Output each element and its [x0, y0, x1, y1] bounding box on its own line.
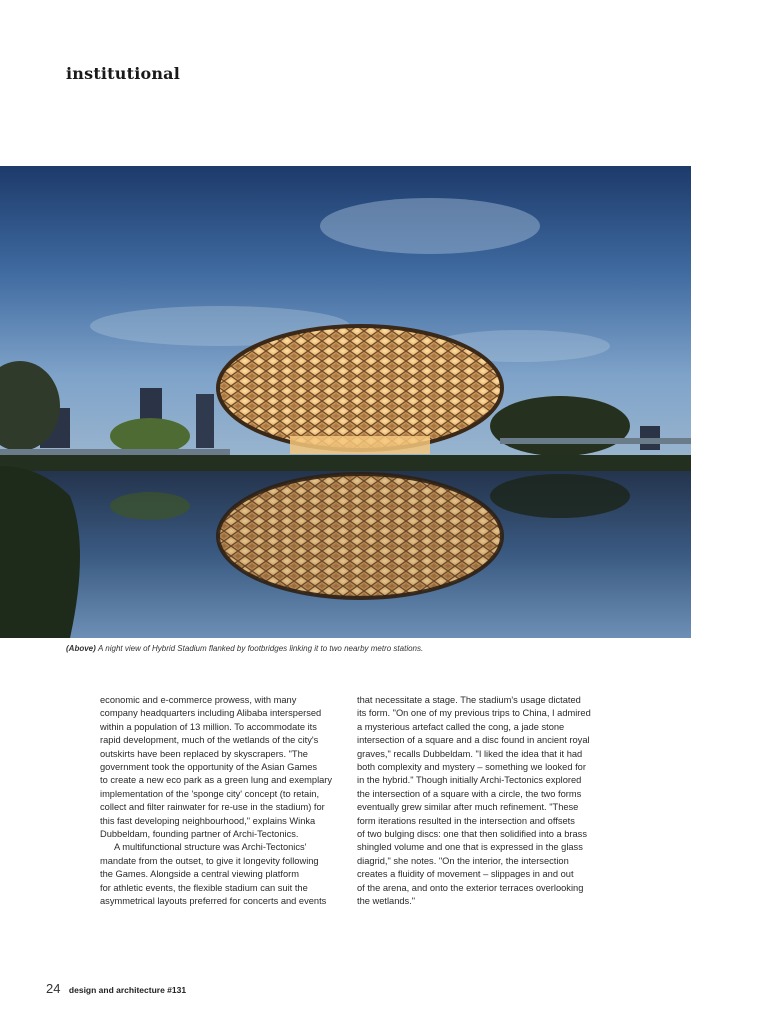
- text-line: A multifunctional structure was Archi-Tectonics': [114, 842, 307, 853]
- text-line: in the hybrid." Though initially Archi-Tectonics explored: [357, 775, 582, 786]
- text-line: within a population of 13 million. To accommodate its: [100, 721, 317, 732]
- text-line: to create a new eco park as a green lung and exemplary: [100, 775, 333, 786]
- text-line: the wetlands.": [357, 896, 416, 907]
- text-line: the Games. Alongside a central viewing platform: [100, 869, 299, 880]
- caption-lead: (Above): [66, 644, 96, 653]
- page-footer: [46, 980, 186, 998]
- text-line: its form. "On one of my previous trips to China, I admired: [357, 708, 591, 719]
- text-line: collect and filter rainwater for re-use in the stadium) for: [100, 802, 325, 813]
- text-line: economic and e-commerce prowess, with many: [100, 695, 297, 705]
- body-column-2: [357, 694, 602, 909]
- text-line: both complexity and mystery – something we looked for: [357, 762, 586, 773]
- text-line: asymmetrical layouts preferred for concerts and events: [100, 896, 327, 907]
- stadium-photo: [0, 166, 691, 638]
- text-line: a mysterious artefact called the cong, a jade stone: [357, 721, 565, 732]
- text-line: for athletic events, the flexible stadium can suit the: [100, 882, 308, 893]
- text-line: of two bulging discs: one that then solidified into a brass: [357, 829, 587, 840]
- text-line: Dubbeldam, founding partner of Archi-Tectonics.: [100, 829, 299, 840]
- text-line: creates a fluidity of movement – slippages in and out: [357, 869, 574, 880]
- text-line: company headquarters including Alibaba interspersed: [100, 708, 322, 719]
- text-line: intersection of a square and a disc found in ancient royal: [357, 735, 590, 746]
- text-line: mandate from the outset, to give it longevity following: [100, 855, 319, 866]
- text-line: that necessitate a stage. The stadium's usage dictated: [357, 695, 581, 705]
- section-label: institutional: [66, 64, 181, 83]
- text-line: shingled volume and one that is expressed in the glass: [357, 842, 583, 853]
- page-number: 24: [46, 981, 61, 996]
- caption-text: A night view of Hybrid Stadium flanked by footbridges linking it to two nearby metro stations.: [98, 644, 424, 653]
- body-column-1: [100, 694, 340, 909]
- text-line: outskirts have been replaced by skyscrapers. "The: [100, 748, 308, 759]
- text-line: eventually grew similar after much refinement. "These: [357, 802, 579, 813]
- publication-name: design and architecture #131: [68, 985, 187, 995]
- text-line: form iterations resulted in the intersection and offsets: [357, 815, 575, 826]
- photo-caption: [66, 644, 423, 653]
- text-line: of the arena, and onto the exterior terraces overlooking: [357, 882, 584, 893]
- text-line: this fast developing neighbourhood," explains Winka: [100, 815, 316, 826]
- text-line: government took the opportunity of the Asian Games: [100, 762, 318, 773]
- text-line: diagrid," she notes. "On the interior, the intersection: [357, 855, 569, 866]
- text-line: graves," recalls Dubbeldam. "I liked the idea that it had: [357, 748, 583, 759]
- text-line: rapid development, much of the wetlands of the city's: [100, 735, 319, 746]
- text-line: implementation of the 'sponge city' concept (to retain,: [100, 788, 320, 799]
- text-line: the intersection of a square with a circle, the two forms: [357, 788, 582, 799]
